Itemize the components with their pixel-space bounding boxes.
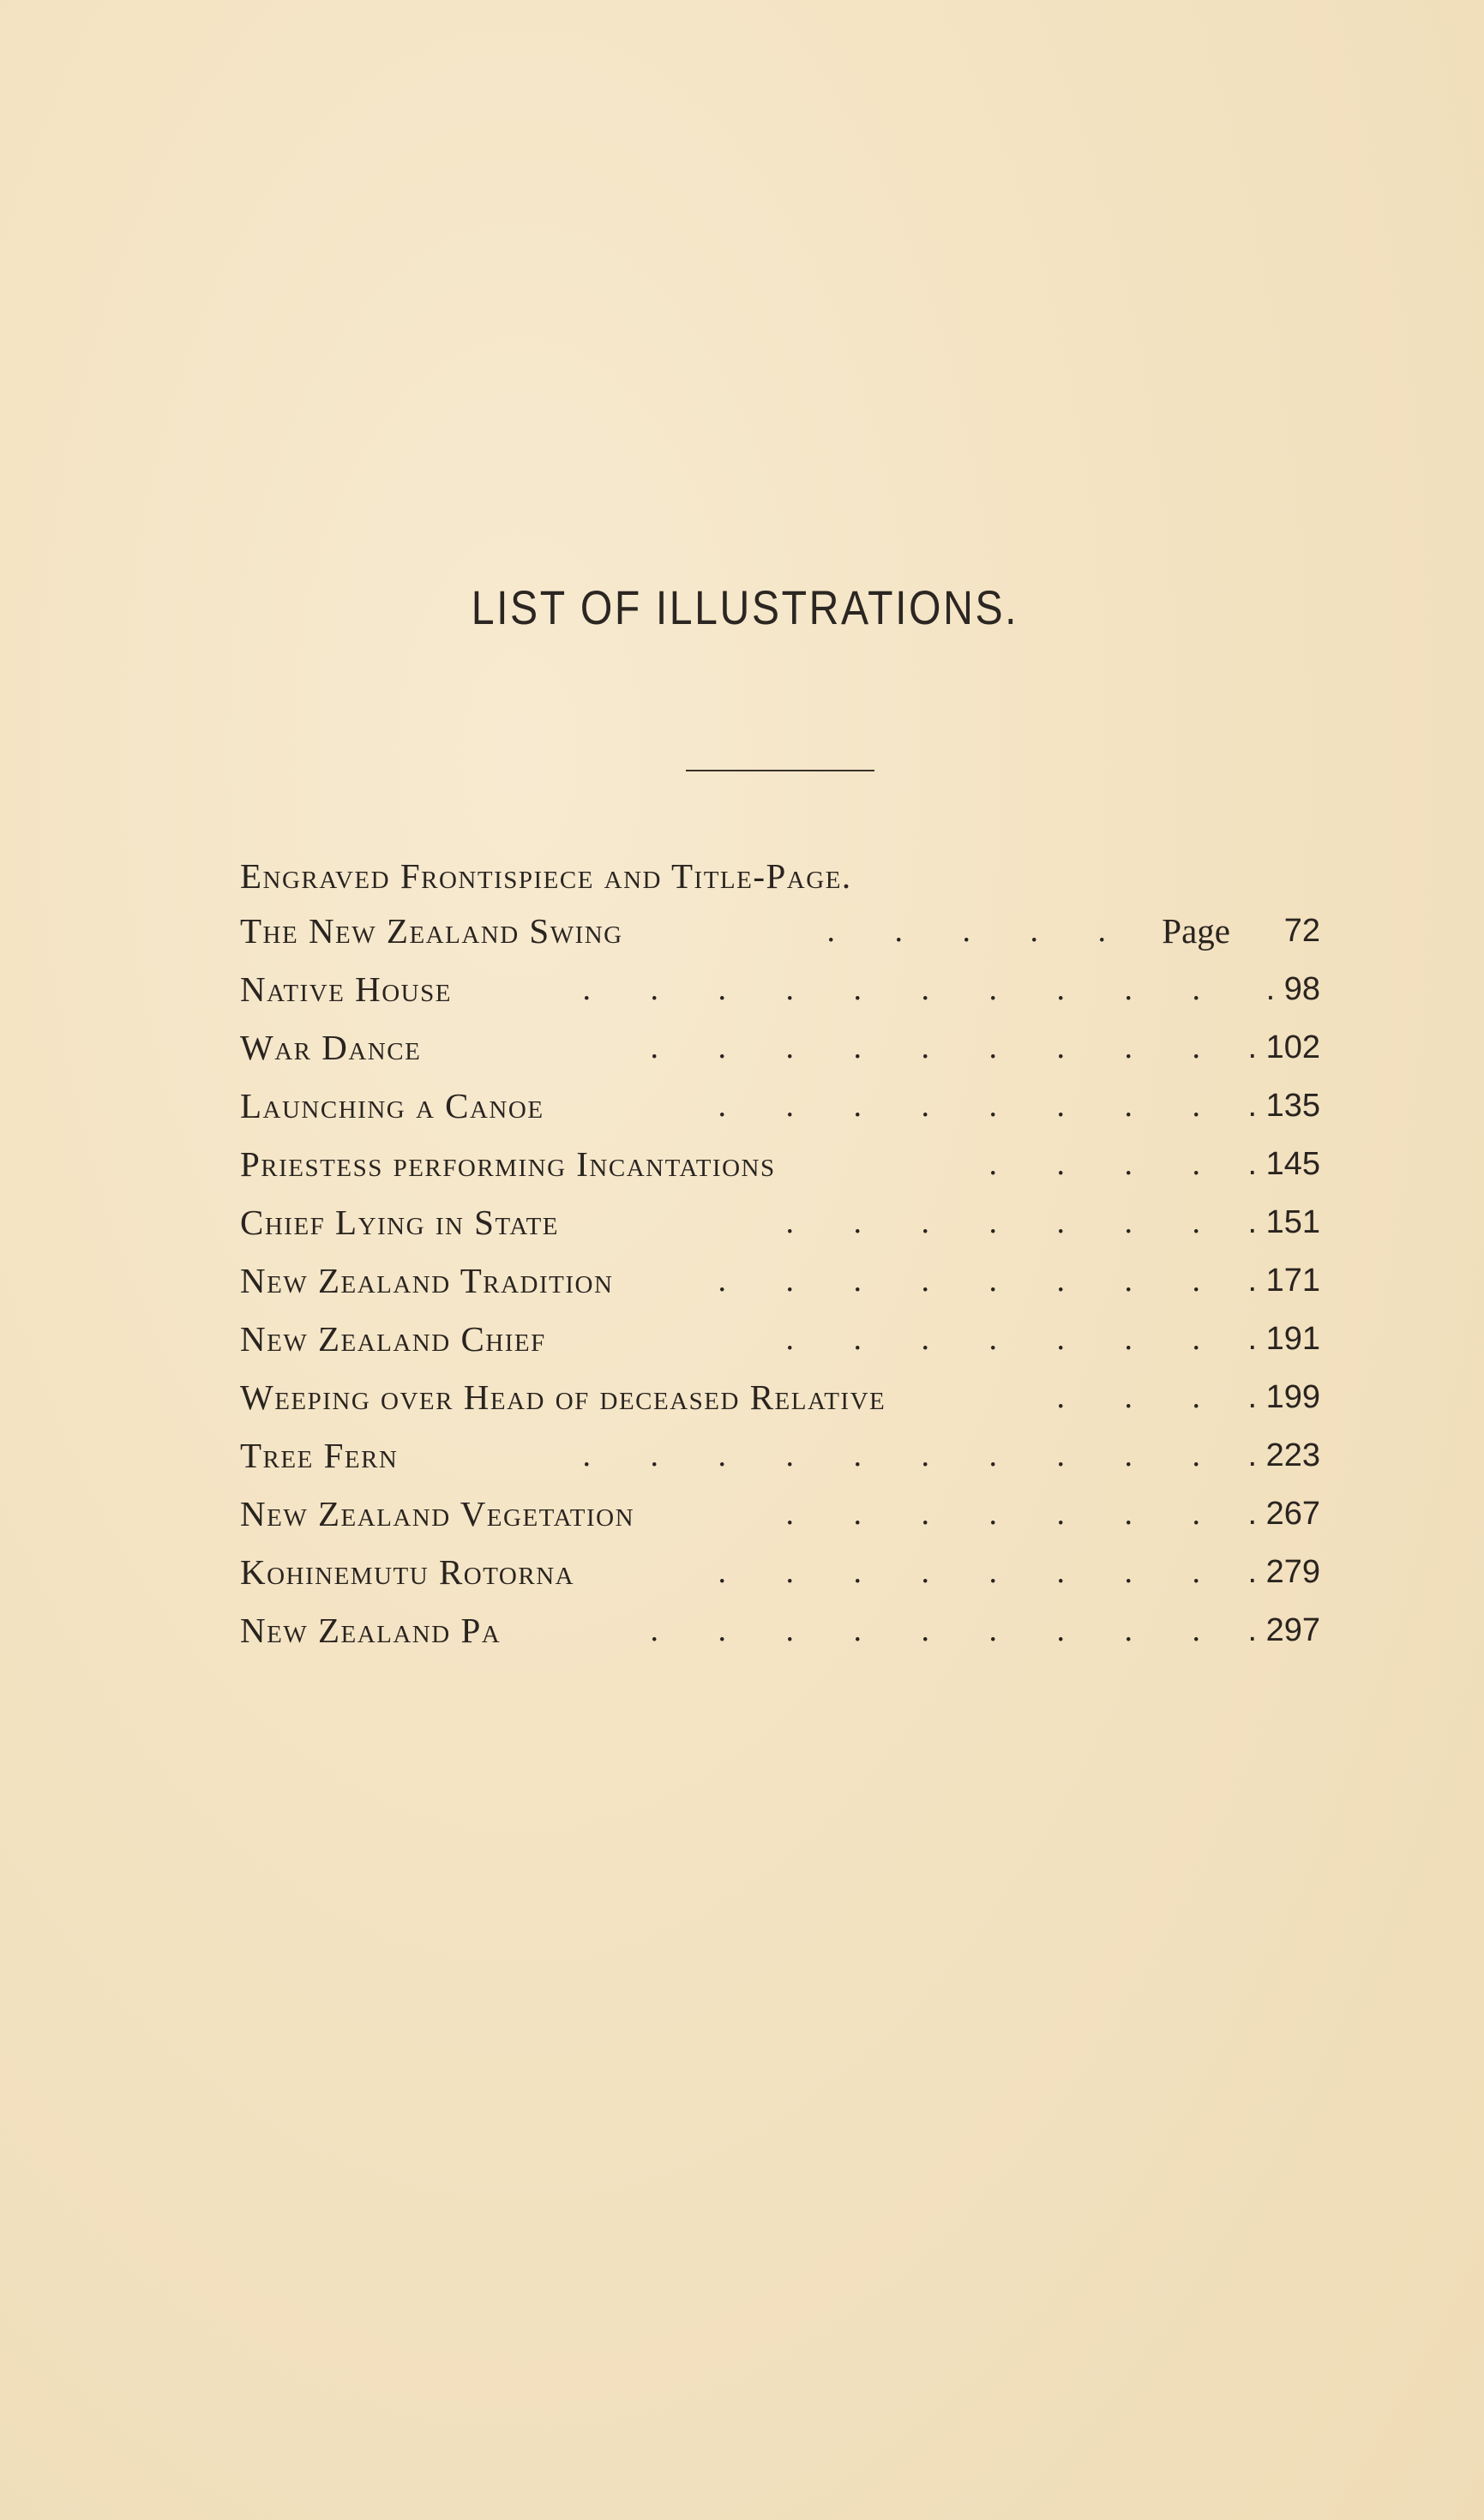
list-item [240, 1135, 1320, 1193]
page-number: . 145 [1247, 1146, 1320, 1182]
page-number: 72 [1283, 913, 1320, 949]
list-item [240, 1251, 1320, 1310]
list-item [240, 960, 1320, 1018]
illustration-title: Kohinemutu Rotorna [240, 1552, 575, 1592]
leader-dots: . . . . . . . . . . [582, 1437, 1226, 1473]
leader-dots: . . . . . [826, 913, 1132, 949]
page-number: . 199 [1247, 1379, 1320, 1415]
leader-dots: . . . . . . . [785, 1204, 1226, 1240]
page-number: . 135 [1247, 1088, 1320, 1124]
list-item [240, 1310, 1320, 1368]
illustration-title: Launching a Canoe [240, 1086, 544, 1125]
illustration-title: Priestess performing Incantations [240, 1144, 776, 1184]
leader-dots: . . . . . . . [785, 1321, 1226, 1357]
page-number: . 223 [1247, 1437, 1320, 1473]
page-number: . 297 [1247, 1612, 1320, 1648]
leader-dots: . . . . . . . [785, 1496, 1226, 1532]
leader-dots: . . . . . . . . [718, 1263, 1226, 1299]
list-item [240, 1077, 1320, 1135]
page-number: . 98 [1265, 971, 1320, 1007]
illustration-title: New Zealand Pa [240, 1611, 502, 1650]
list-item [240, 1485, 1320, 1543]
illustration-title: Native House [240, 969, 452, 1009]
frontispiece-heading: Engraved Frontispiece and Title-Page. [240, 856, 852, 896]
illustrations-list [240, 902, 1320, 1659]
page-number: . 102 [1247, 1029, 1320, 1065]
leader-dots: . . . . . . . . . [650, 1612, 1226, 1648]
list-item [240, 1543, 1320, 1601]
page-number: . 279 [1247, 1554, 1320, 1590]
page-number: . 191 [1247, 1321, 1320, 1357]
leader-dots: . . . . . . . . [718, 1088, 1226, 1124]
list-item [240, 902, 1320, 960]
illustration-title: New Zealand Chief [240, 1319, 546, 1359]
title-divider [686, 770, 874, 771]
illustration-title: New Zealand Vegetation [240, 1494, 635, 1533]
leader-dots: . . . . . . . . . [650, 1029, 1226, 1065]
list-item [240, 1368, 1320, 1426]
illustration-title: New Zealand Tradition [240, 1261, 614, 1300]
list-item [240, 1193, 1320, 1251]
page-label: Page [1162, 911, 1230, 951]
leader-dots: . . . . [988, 1146, 1226, 1182]
page-number: . 267 [1247, 1496, 1320, 1532]
leader-dots: . . . . . . . . [718, 1554, 1226, 1590]
illustration-title: Chief Lying in State [240, 1203, 560, 1242]
list-item [240, 1018, 1320, 1077]
illustration-title: War Dance [240, 1028, 422, 1067]
illustration-title: Weeping over Head of deceased Relative [240, 1377, 886, 1417]
list-item [240, 1426, 1320, 1485]
leader-dots: . . . [1056, 1379, 1226, 1415]
page-number: . 151 [1247, 1204, 1320, 1240]
leader-dots: . . . . . . . . . . [582, 971, 1226, 1007]
illustration-title: Tree Fern [240, 1436, 399, 1475]
illustration-title: The New Zealand Swing [240, 911, 623, 951]
page-number: . 171 [1247, 1263, 1320, 1299]
list-item [240, 1601, 1320, 1659]
page-title: LIST OF ILLUSTRATIONS. [471, 580, 1019, 634]
